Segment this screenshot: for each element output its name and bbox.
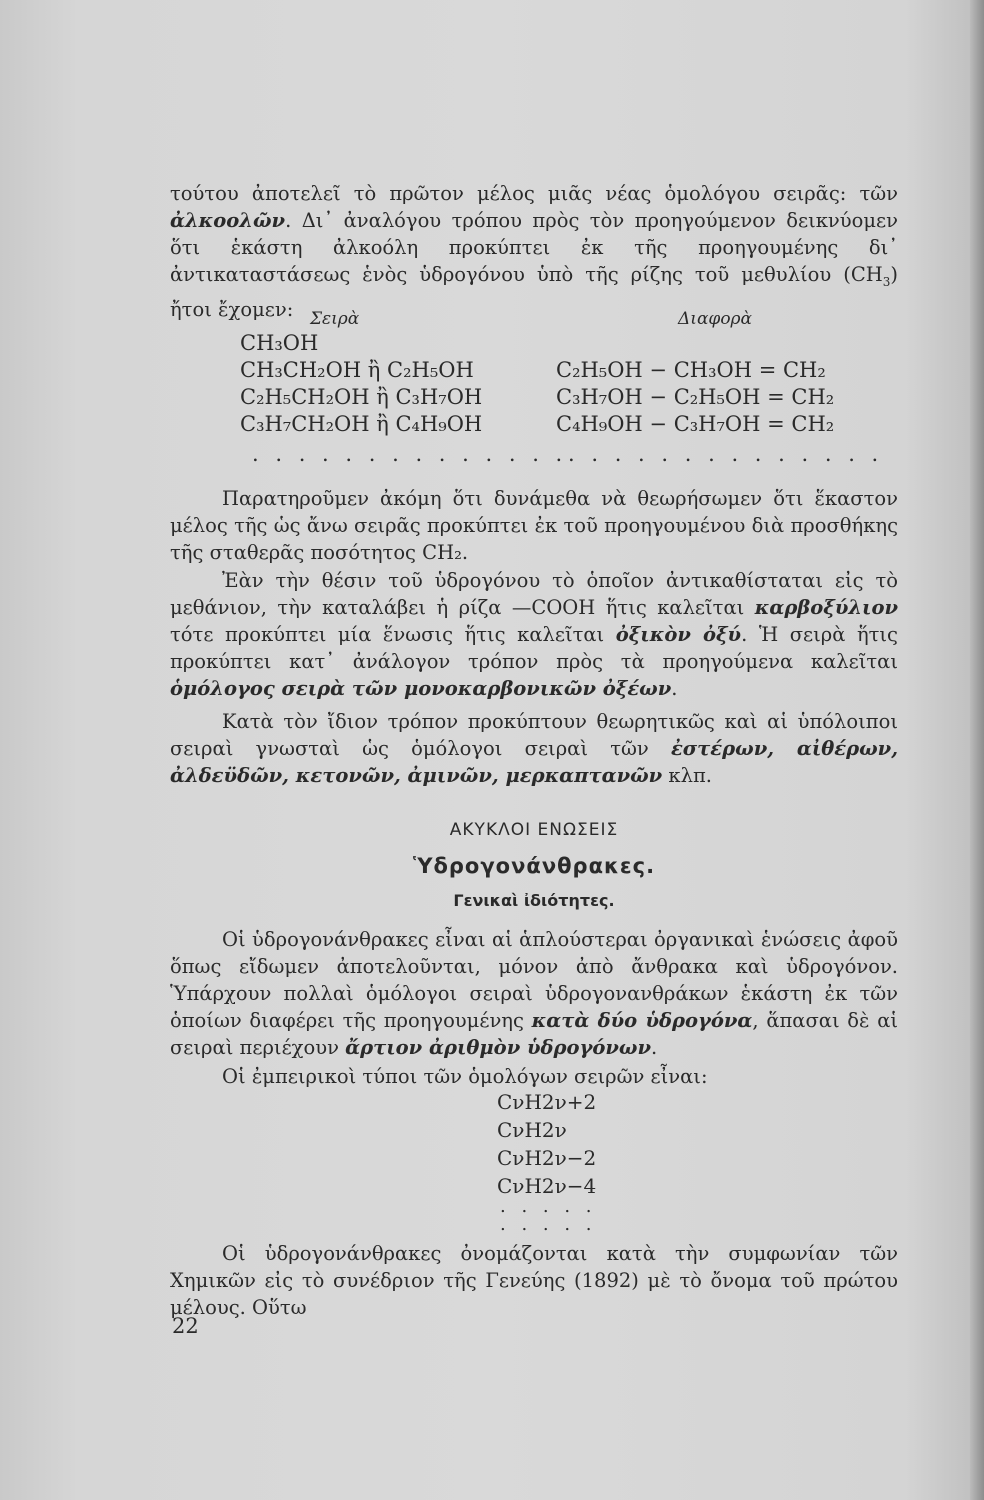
paragraph-5 (170, 926, 898, 1061)
p3-text: Ἐὰν τὴν θέσιν τοῦ ὑδρογόνου τὸ ὁποῖον ἀντικαθίσταται εἰς τὸ μεθάνιον, τὴν καταλάβει ἡ ρίζα —COOH ἥτις καλεῖται (170, 569, 898, 619)
intro-text-3: ) ἤτοι ἔχομεν: (170, 263, 898, 321)
difference-dots: . . . . . . . . . . . . . . (568, 442, 884, 466)
difference-row: C₄H₉OH − C₃H₇OH = CH₂ (556, 412, 835, 436)
difference-header: Διαφορὰ (678, 309, 753, 329)
formula: CνH2ν (497, 1118, 567, 1142)
series-row: C₃H₇CH₂OH ἢ C₄H₉OH (240, 412, 483, 436)
paragraph-2 (170, 485, 898, 566)
homologous-series-term: ὁμόλογος σειρὰ τῶν μονοκαρβονικῶν ὀξέων (170, 677, 672, 700)
intro-paragraph (170, 180, 898, 323)
difference-row: C₂H₅OH − CH₃OH = CH₂ (556, 358, 826, 382)
compound-classes-term: ἐστέρων, αἰθέρων, ἀλδεϋδῶν, κετονῶν, ἀμινῶν, μερκαπτανῶν (170, 737, 898, 787)
paragraph-6-text: Οἱ ἐμπειρικοὶ τύποι τῶν ὁμολόγων σειρῶν εἶναι: (222, 1065, 708, 1088)
series-dots: . . . . . . . . . . . . . . (252, 442, 568, 466)
p5-text-3: . (651, 1036, 658, 1059)
two-hydrogens-term: κατὰ δύο ὑδρογόνα (531, 1009, 753, 1032)
subheading: Γενικαὶ ἰδιότητες. (453, 891, 615, 910)
series-header: Σειρὰ (310, 309, 360, 329)
paragraph-3 (170, 567, 898, 702)
paragraph-4 (170, 708, 898, 789)
p3-text-2: τότε προκύπτει μία ἕνωσις ἥτις καλεῖται (170, 623, 616, 646)
section-title: ΑΚΥΚΛΟΙ ΕΝΩΣΕΙΣ (449, 820, 619, 840)
series-row: CH₃OH (240, 331, 319, 355)
series-row: C₂H₅CH₂OH ἢ C₃H₇OH (240, 385, 483, 409)
p4-text: Κατὰ τὸν ἴδιον τρόπον προκύπτουν θεωρητικῶς καὶ αἱ ὑπόλοιποι σειραὶ γνωσταὶ ὡς ὁμόλογοι σειραὶ τῶν (170, 710, 898, 760)
alcohols-term: ἀλκοολῶν (170, 209, 286, 232)
formula: CνH2ν−2 (497, 1146, 597, 1170)
page-edge (970, 0, 984, 1500)
even-number-term: ἄρτιον ἀριθμὸν ὑδρογόνων (345, 1036, 652, 1059)
subscript: 3 (882, 274, 891, 289)
formula-dots: . . . . . (500, 1196, 597, 1217)
paragraph-7-text: Οἱ ὑδρογονάνθρακες ὀνομάζονται κατὰ τὴν συμφωνίαν τῶν Χημικῶν εἰς τὸ συνέδριον τῆς Γενεύης (1892) μὲ τὸ ὄνομα τοῦ πρώτου μέλους. Οὕτω (170, 1242, 898, 1319)
intro-text: τούτου ἀποτελεῖ τὸ πρῶτον μέλος μιᾶς νέας ὁμολόγου σειρᾶς: τῶν (170, 182, 898, 205)
p3-text-3: . Ἡ σειρὰ ἥτις προκύπτει κατ᾽ ἀνάλογον τρόπον πρὸς τὰ προηγούμενα καλεῖται (170, 623, 898, 673)
acetic-acid-term: ὀξικὸν ὀξύ (615, 623, 742, 646)
p5-text: Οἱ ὑδρογονάνθρακες εἶναι αἱ ἁπλούστεραι ὀργανικαὶ ἑνώσεις ἀφοῦ ὅπως εἴδωμεν ἀποτελοῦνται, μόνον ἀπὸ ἄνθρακα καὶ ὑδρογόνον. Ὑπάρχουν πολλαὶ ὁμόλογοι σειραὶ ὑδρογονανθράκων ἑκάστη ἐκ τῶν ὁποίων διαφέρει τῆς προηγουμένης (170, 928, 898, 1032)
paragraph-7 (170, 1240, 898, 1321)
formula-dots: . . . . . (500, 1214, 597, 1235)
p4-text-2: κλπ. (662, 764, 712, 787)
difference-row: C₃H₇OH − C₂H₅OH = CH₂ (556, 385, 835, 409)
series-row: CH₃CH₂OH ἢ C₂H₅OH (240, 358, 474, 382)
heading: Ὑδρογονάνθρακες. (412, 854, 656, 878)
formula: CνH2ν+2 (497, 1090, 597, 1114)
carboxyl-term: καρβοξύλιον (754, 596, 898, 619)
page-number: 22 (172, 1314, 199, 1338)
p3-text-4: . (671, 677, 678, 700)
paragraph-2-text: Παρατηροῦμεν ἀκόμη ὅτι δυνάμεθα νὰ θεωρήσωμεν ὅτι ἕκαστον μέλος τῆς ὡς ἄνω σειρᾶς προκύπτει ἐκ τοῦ προηγουμένου διὰ προσθήκης τῆς σταθερᾶς ποσότητος CH₂. (170, 487, 898, 564)
formula: CνH2ν−4 (497, 1174, 597, 1198)
p5-text-2: , ἅπασαι δὲ αἱ σειραὶ περιέχουν (170, 1009, 899, 1059)
intro-text-2: . Δι᾽ ἀναλόγου τρόπου πρὸς τὸν προηγούμενον δεικνύομεν ὅτι ἑκάστη ἀλκοόλη προκύπτει ἐκ τῆς προηγουμένης δι᾽ ἀντικαταστάσεως ἑνὸς ὑδρογόνου ὑπὸ τῆς ρίζης τοῦ μεθυλίου (CH (170, 209, 898, 286)
paragraph-6 (170, 1063, 898, 1090)
